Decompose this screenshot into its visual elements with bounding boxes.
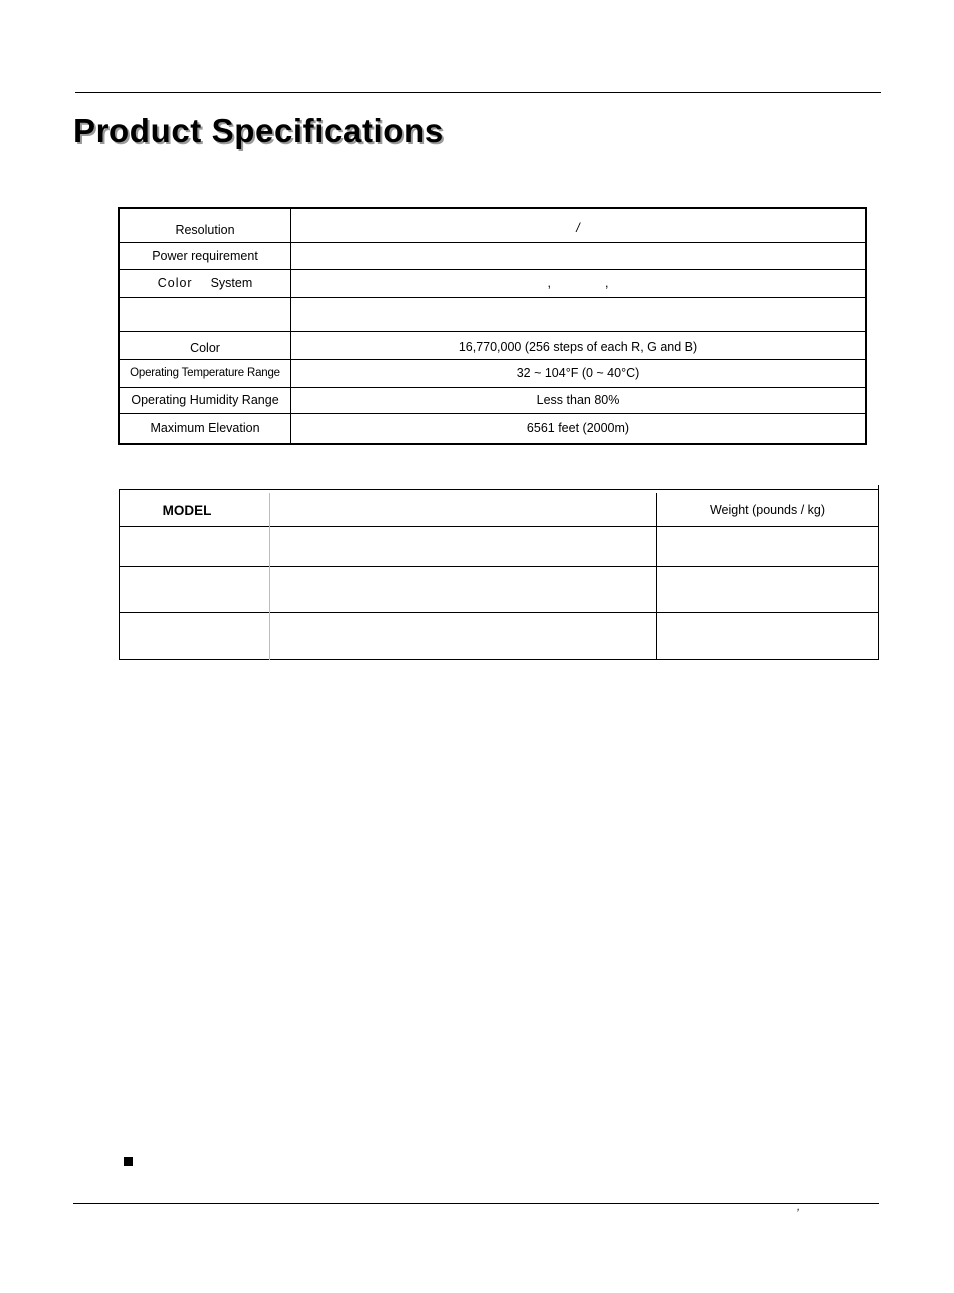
spec-value: 6561 feet (2000m) (291, 413, 867, 444)
spec-row-color (119, 331, 866, 359)
spec-value-part: , (605, 276, 609, 290)
table-rule (119, 566, 879, 567)
spec-value: 16,770,000 (256 steps of each R, G and B) (291, 331, 867, 359)
spec-value (291, 297, 867, 331)
page-title: Product Specifications (73, 112, 444, 149)
spec-value (291, 269, 867, 297)
model-header: MODEL (162, 503, 212, 518)
table-rule (119, 612, 879, 613)
footer-mark: , (797, 1201, 801, 1213)
table-rule (119, 526, 879, 527)
spec-label-part: Color (157, 276, 193, 290)
spec-label: Operating Temperature Range (119, 359, 291, 387)
table-rule (119, 659, 879, 660)
spec-row-resolution (119, 208, 866, 242)
bullet-square (124, 1157, 133, 1166)
spec-table (118, 207, 867, 445)
spec-row-humidity (119, 387, 866, 413)
table-rule (878, 485, 879, 660)
spec-row-temperature (119, 359, 866, 387)
top-rule (75, 92, 881, 93)
spec-label: Color (119, 331, 291, 359)
spec-value (291, 242, 867, 269)
spec-value: Less than 80% (291, 387, 867, 413)
spec-value-part: , (547, 276, 551, 290)
spec-label: Operating Humidity Range (119, 387, 291, 413)
model-table (119, 489, 879, 660)
spec-row-blank (119, 297, 866, 331)
spec-label: Resolution (119, 208, 291, 242)
spec-value: 32 ~ 104°F (0 ~ 40°C) (291, 359, 867, 387)
middle-header (270, 493, 656, 526)
spec-label (119, 269, 291, 297)
bottom-rule (73, 1203, 879, 1204)
spec-value: / (291, 208, 867, 242)
spec-label: Power requirement (119, 242, 291, 269)
spec-label (119, 297, 291, 331)
spec-label-part: System (210, 276, 253, 290)
table-rule (119, 489, 879, 490)
spec-row-elevation (119, 413, 866, 444)
spec-row-color-system (119, 269, 866, 297)
weight-header: Weight (pounds / kg) (709, 502, 826, 517)
spec-label: Maximum Elevation (119, 413, 291, 444)
spec-row-power (119, 242, 866, 269)
